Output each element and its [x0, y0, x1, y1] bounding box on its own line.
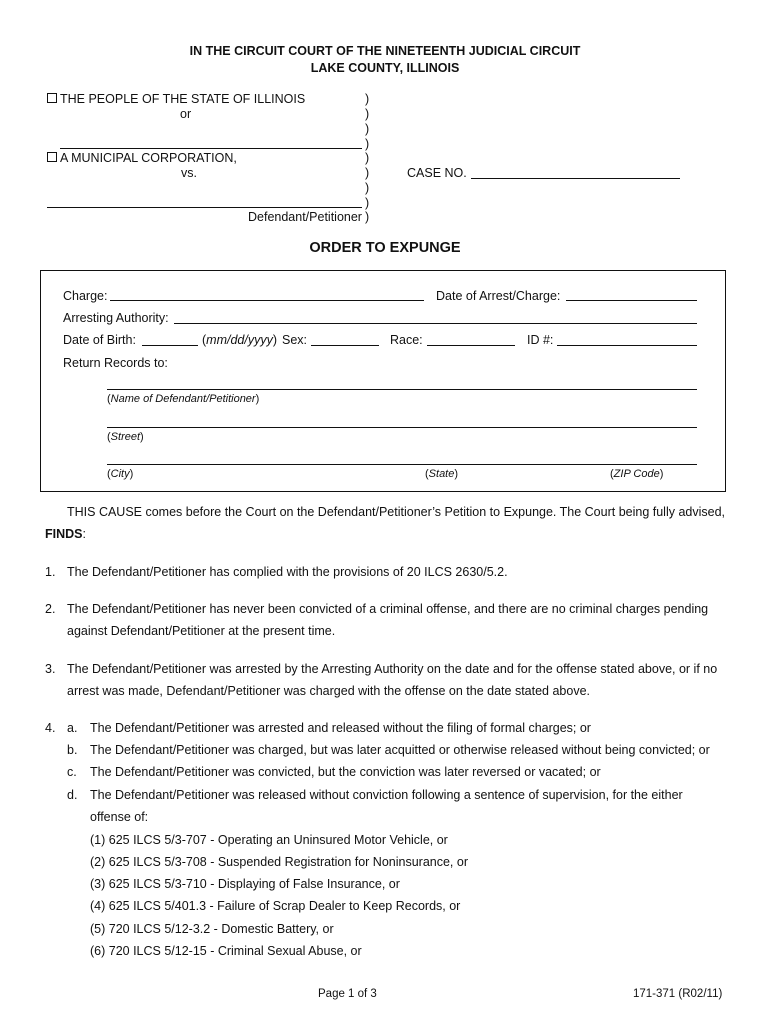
offense-item: (6) 720 ILCS 5/12-15 - Criminal Sexual Abuse, or	[90, 944, 362, 958]
people-option[interactable]	[47, 92, 305, 106]
case-no-field[interactable]	[471, 178, 680, 179]
street-field[interactable]	[107, 427, 697, 428]
city-caption: (City)	[107, 468, 134, 480]
charge-label: Charge:	[63, 289, 108, 303]
offense-item: (5) 720 ILCS 5/12-3.2 - Domestic Battery, or	[90, 922, 334, 936]
caption-paren: )	[365, 92, 370, 106]
id-field[interactable]	[557, 345, 697, 346]
caption-paren: )	[365, 196, 370, 210]
people-label: THE PEOPLE OF THE STATE OF ILLINOIS	[60, 92, 306, 106]
state-caption: (State)	[425, 468, 459, 480]
or-label: or	[180, 107, 192, 121]
plaintiff-name-line[interactable]	[60, 148, 362, 149]
caption-paren: )	[365, 166, 370, 180]
case-no-label: CASE NO.	[407, 166, 467, 180]
id-label: ID #:	[527, 333, 554, 347]
finding-3-line-2: arrest was made, Defendant/Petitioner was charged with the offense on the date stated above.	[67, 684, 591, 698]
sex-label: Sex:	[282, 333, 308, 347]
dob-label: Date of Birth:	[63, 333, 136, 347]
order-title: ORDER TO EXPUNGE	[309, 240, 461, 256]
finds-heading: FINDS:	[45, 527, 86, 541]
caption-paren: )	[365, 210, 370, 224]
municipal-label: A MUNICIPAL CORPORATION,	[60, 151, 237, 165]
street-caption: (Street)	[107, 431, 144, 443]
municipal-option[interactable]	[47, 151, 237, 165]
caption-paren: )	[365, 181, 370, 195]
caption-paren: )	[365, 151, 370, 165]
dob-format: (mm/dd/yyyy)	[202, 333, 278, 347]
finding-3-line-1: The Defendant/Petitioner was arrested by the Arresting Authority on the date and for the offense stated above, or if no	[67, 662, 718, 676]
caption-paren: )	[365, 122, 370, 136]
court-title: IN THE CIRCUIT COURT OF THE NINETEENTH JUDICIAL CIRCUIT	[189, 44, 581, 58]
county-title: LAKE COUNTY, ILLINOIS	[310, 61, 460, 75]
municipal-checkbox[interactable]	[47, 152, 57, 162]
offense-item: (3) 625 ILCS 5/3-710 - Displaying of False Insurance, or	[90, 877, 400, 891]
caption-paren: )	[365, 137, 370, 151]
race-field[interactable]	[427, 345, 515, 346]
finding-4b: b. The Defendant/Petitioner was charged, but was later acquitted or otherwise released without being convicted; or	[67, 743, 710, 757]
name-caption: (Name of Defendant/Petitioner)	[107, 393, 260, 405]
defendant-label: Defendant/Petitioner	[248, 210, 362, 224]
item-number: 4.	[45, 721, 56, 735]
caption-paren: )	[365, 107, 370, 121]
people-checkbox[interactable]	[47, 93, 57, 103]
arresting-authority-label: Arresting Authority:	[63, 311, 169, 325]
intro-paragraph: THIS CAUSE comes before the Court on the Defendant/Petitioner’s Petition to Expunge. The Court being fully advised,	[67, 505, 726, 519]
offense-item: (2) 625 ILCS 5/3-708 - Suspended Registration for Noninsurance, or	[90, 855, 468, 869]
arresting-authority-field[interactable]	[174, 323, 697, 324]
finding-4d-continued: offense of:	[90, 810, 149, 824]
item-number: 3.	[45, 662, 56, 676]
zip-caption: (ZIP Code)	[610, 468, 664, 480]
vs-label: vs.	[181, 166, 197, 180]
finding-4d: d. The Defendant/Petitioner was released without conviction following a sentence of supervision, for the either	[67, 788, 683, 802]
item-number: 1.	[45, 565, 56, 579]
defendant-info-box	[40, 270, 726, 492]
city-state-zip-field[interactable]	[107, 464, 697, 465]
date-of-arrest-field[interactable]	[566, 300, 697, 301]
dob-field[interactable]	[142, 345, 198, 346]
finding-4c: c. The Defendant/Petitioner was convicted, but the conviction was later reversed or vacated; or	[67, 765, 601, 779]
defendant-name-line[interactable]	[47, 207, 362, 208]
offense-item: (1) 625 ILCS 5/3-707 - Operating an Uninsured Motor Vehicle, or	[90, 833, 448, 847]
race-label: Race:	[390, 333, 423, 347]
finding-1: The Defendant/Petitioner has complied with the provisions of 20 ILCS 2630/5.2.	[67, 565, 508, 579]
finding-4a: a. The Defendant/Petitioner was arrested and released without the filing of formal charges; or	[67, 721, 591, 735]
offense-item: (4) 625 ILCS 5/401.3 - Failure of Scrap Dealer to Keep Records, or	[90, 899, 461, 913]
finding-2-line-1: The Defendant/Petitioner has never been convicted of a criminal offense, and there are no criminal charges pending	[67, 602, 709, 616]
finding-2-line-2: against Defendant/Petitioner at the present time.	[67, 624, 336, 638]
date-of-arrest-label: Date of Arrest/Charge:	[436, 289, 561, 303]
charge-field[interactable]	[110, 300, 424, 301]
return-records-label: Return Records to:	[63, 356, 168, 370]
page-number: Page 1 of 3	[318, 988, 377, 1000]
item-number: 2.	[45, 602, 56, 616]
form-number: 171-371 (R02/11)	[633, 988, 723, 1000]
name-field[interactable]	[107, 389, 697, 390]
sex-field[interactable]	[311, 345, 379, 346]
